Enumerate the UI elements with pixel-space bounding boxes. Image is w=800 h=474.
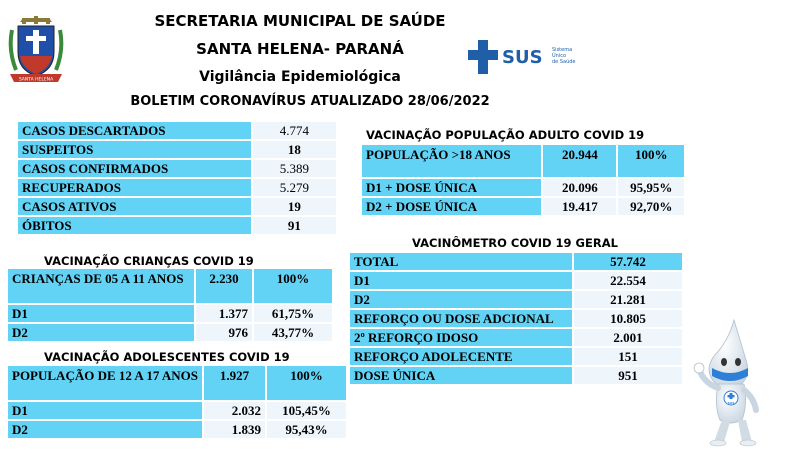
table-row: D1 22.554 xyxy=(350,272,682,289)
table-row: REFORÇO ADOLECENTE 151 xyxy=(350,348,682,365)
svg-text:SANTA HELENA: SANTA HELENA xyxy=(18,77,54,83)
table-row: ÓBITOS 91 xyxy=(18,217,336,234)
table-row: D1 + DOSE ÚNICA 20.096 95,95% xyxy=(362,179,684,196)
table-row: TOTAL 57.742 xyxy=(350,253,682,270)
table-row: D2 976 43,77% xyxy=(8,324,332,341)
table-row: CASOS CONFIRMADOS 5.389 xyxy=(18,160,336,177)
table-row: D1 1.377 61,75% xyxy=(8,305,332,322)
table-row: DOSE ÚNICA 951 xyxy=(350,367,682,384)
table-row: SUSPEITOS 18 xyxy=(18,141,336,158)
table-row: REFORÇO OU DOSE ADCIONAL 10.805 xyxy=(350,310,682,327)
svg-text:de Saúde: de Saúde xyxy=(552,59,576,65)
table-row: POPULAÇÃO >18 ANOS 20.944 100% xyxy=(362,145,684,177)
adult-vaccination-title: VACINAÇÃO POPULAÇÃO ADULTO COVID 19 xyxy=(366,128,645,142)
table-row: CASOS DESCARTADOS 4.774 xyxy=(18,122,336,139)
table-row: D1 2.032 105,45% xyxy=(8,402,346,419)
adult-vaccination-table xyxy=(360,143,686,217)
table-row: RECUPERADOS 5.279 xyxy=(18,179,336,196)
teens-vaccination-table xyxy=(6,364,348,440)
vacinometro-title: VACINÔMETRO COVID 19 GERAL xyxy=(412,236,618,250)
table-row: D2 1.839 95,43% xyxy=(8,421,346,438)
children-vaccination-title: VACINAÇÃO CRIANÇAS COVID 19 xyxy=(44,254,254,268)
table-row: D2 21.281 xyxy=(350,291,682,308)
header-secretaria: SECRETARIA MUNICIPAL DE SAÚDE xyxy=(154,12,446,30)
svg-text:SUS: SUS xyxy=(502,47,543,68)
table-row: 2º REFORÇO IDOSO 2.001 xyxy=(350,329,682,346)
table-row: POPULAÇÃO DE 12 A 17 ANOS 1.927 100% xyxy=(8,366,346,400)
svg-text:SUS: SUS xyxy=(727,401,735,405)
children-vaccination-table xyxy=(6,267,334,343)
table-row: D2 + DOSE ÚNICA 19.417 92,70% xyxy=(362,198,684,215)
sus-logo xyxy=(466,38,596,78)
table-row: CASOS ATIVOS 19 xyxy=(18,198,336,215)
table-row: CRIANÇAS DE 05 A 11 ANOS 2.230 100% xyxy=(8,269,332,303)
vacinometro-table xyxy=(348,251,684,386)
svg-text:Sistema: Sistema xyxy=(552,47,573,53)
header-city: SANTA HELENA- PARANÁ xyxy=(196,40,404,58)
ze-gotinha-mascot-illustration xyxy=(690,318,770,448)
cases-table xyxy=(16,120,338,236)
header-vigilancia: Vigilância Epidemiológica xyxy=(199,69,401,85)
teens-vaccination-title: VACINAÇÃO ADOLESCENTES COVID 19 xyxy=(44,350,290,364)
header-boletim-date: BOLETIM CORONAVÍRUS ATUALIZADO 28/06/2022 xyxy=(130,94,490,109)
svg-text:Único: Único xyxy=(552,53,567,59)
